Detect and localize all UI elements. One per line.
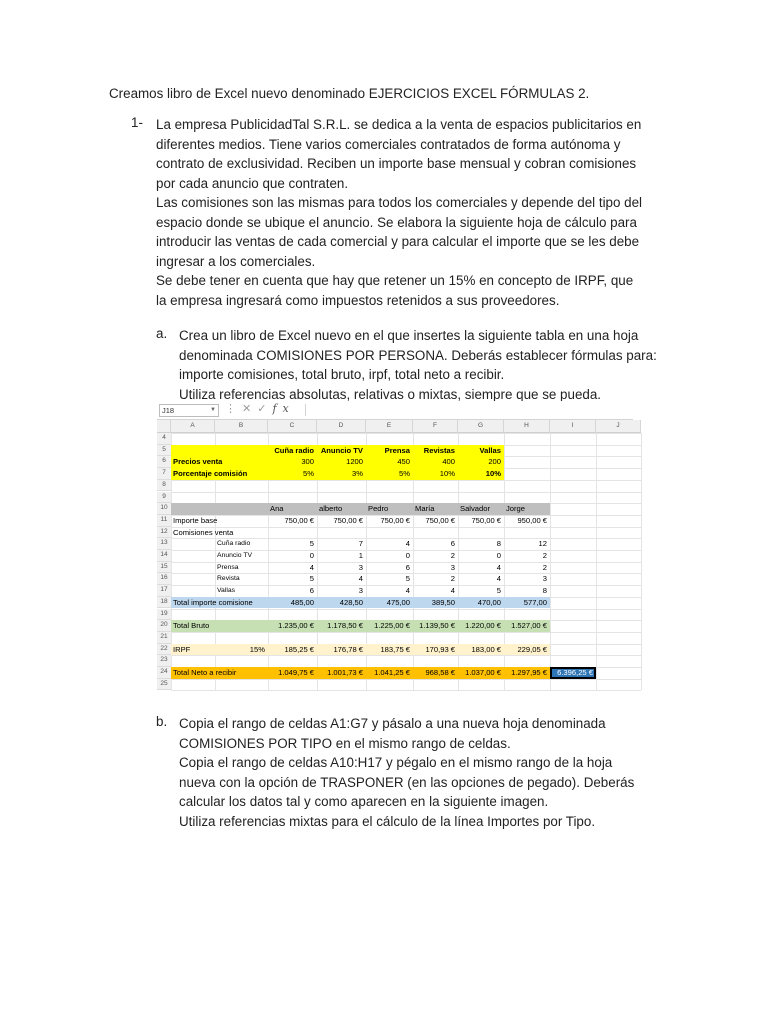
tipo-value-cell[interactable]: 3 xyxy=(358,586,363,596)
total-comision-cell[interactable]: 577,00 xyxy=(523,597,547,607)
porcentaje-cell[interactable]: 10% xyxy=(485,469,501,479)
tipo-value-cell[interactable]: 3 xyxy=(542,574,547,584)
precio-cell[interactable]: 450 xyxy=(397,457,410,467)
irpf-cell[interactable]: 170,93 € xyxy=(425,644,455,654)
item-a-line: importe comisiones, total bruto, irpf, total neto a recibir. xyxy=(179,367,505,382)
item-1-line: introducir las ventas de cada comercial y para calcular el importe que se les debe xyxy=(156,234,640,249)
gridline xyxy=(596,433,597,690)
tipo-value-cell[interactable]: 3 xyxy=(450,562,455,572)
item-a-paragraph xyxy=(179,326,658,404)
gridline xyxy=(171,433,641,434)
person-header[interactable]: Salvador xyxy=(460,504,490,514)
column-header[interactable]: F xyxy=(413,420,458,433)
importe-base-cell[interactable]: 750,00 € xyxy=(380,515,410,525)
tipo-value-cell[interactable]: 4 xyxy=(496,574,501,584)
gridline xyxy=(550,433,551,690)
column-header[interactable]: B xyxy=(215,420,268,433)
excel-screenshot xyxy=(157,401,633,695)
tipo-label[interactable]: Prensa xyxy=(217,563,239,571)
importe-base-cell[interactable]: 750,00 € xyxy=(425,515,455,525)
person-header[interactable]: alberto xyxy=(319,504,343,514)
tipo-value-cell[interactable]: 6 xyxy=(405,562,410,572)
tipo-value-cell[interactable]: 4 xyxy=(405,586,410,596)
row-header[interactable]: 11 xyxy=(157,515,172,527)
gridline xyxy=(171,480,641,481)
intro-text: Creamos libro de Excel nuevo denominado EJERCICIOS EXCEL FÓRMULAS 2. xyxy=(109,86,590,101)
importe-base-cell[interactable]: 750,00 € xyxy=(471,515,501,525)
formula-bar xyxy=(157,401,633,420)
price-header[interactable]: Prensa xyxy=(384,445,410,455)
item-a-line: Crea un libro de Excel nuevo en el que insertes la siguiente tabla en una hoja xyxy=(179,328,639,343)
tipo-value-cell[interactable]: 0 xyxy=(496,551,501,560)
price-header[interactable]: Vallas xyxy=(479,445,501,455)
importe-base-label[interactable]: Importe base xyxy=(173,515,218,525)
close-icon: ✕ xyxy=(242,403,258,415)
neto-total-cell[interactable]: 6.396,25 € xyxy=(557,668,593,677)
gridline xyxy=(171,609,641,610)
tipo-value-cell[interactable]: 4 xyxy=(496,562,501,572)
item-b-line: Utiliza referencias mixtas para el cálculo de la línea Importes por Tipo. xyxy=(179,813,596,829)
total-comision-cell[interactable]: 475,00 xyxy=(386,597,410,607)
tipo-value-cell[interactable]: 5 xyxy=(405,574,410,584)
price-header[interactable]: Revistas xyxy=(423,445,455,455)
item-a-line: denominada COMISIONES POR PERSONA. Deberás establecer fórmulas para: xyxy=(179,347,657,363)
column-header[interactable]: G xyxy=(458,420,504,433)
row-header[interactable]: 5 xyxy=(157,445,172,457)
item-b-line: calcular los datos tal y como aparecen en la siguiente imagen. xyxy=(179,794,549,809)
total-bruto-cell[interactable]: 1.235,00 € xyxy=(278,621,314,631)
tipo-value-cell[interactable]: 2 xyxy=(450,574,455,584)
total-bruto-cell[interactable]: 1.139,50 € xyxy=(419,621,455,631)
row-header[interactable]: 24 xyxy=(157,667,172,679)
irpf-cell[interactable]: 229,05 € xyxy=(517,644,547,654)
tipo-value-cell[interactable]: 6 xyxy=(309,586,314,596)
neto-cell[interactable]: 1.041,25 € xyxy=(374,668,410,677)
importe-base-cell[interactable]: 750,00 € xyxy=(333,515,363,525)
person-header[interactable]: Jorge xyxy=(506,504,525,514)
item-1-line: diferentes medios. Tiene varios comerciales contratados de forma autónoma y xyxy=(156,136,621,152)
chevron-down-icon: ▼ xyxy=(210,407,216,413)
tipo-value-cell[interactable]: 0 xyxy=(405,551,410,560)
precios-label[interactable]: Precios venta xyxy=(173,457,223,467)
precio-cell[interactable]: 400 xyxy=(442,457,455,467)
comisiones-label[interactable]: Comisiones venta xyxy=(173,527,234,537)
total-bruto-cell[interactable]: 1.178,50 € xyxy=(327,621,363,631)
item-b-line: COMISIONES POR TIPO en el mismo rango de celdas. xyxy=(179,735,511,751)
gridline xyxy=(171,632,641,633)
irpf-label[interactable]: IRPF xyxy=(173,644,191,654)
tipo-value-cell[interactable]: 4 xyxy=(405,539,410,549)
person-header[interactable]: Pedro xyxy=(368,504,389,514)
neto-cell[interactable]: 1.049,75 € xyxy=(278,668,314,677)
precio-cell[interactable]: 300 xyxy=(301,457,314,467)
neto-cell[interactable]: 1.297,95 € xyxy=(511,668,547,677)
tipo-value-cell[interactable]: 5 xyxy=(496,586,501,596)
gridline xyxy=(641,433,642,690)
tipo-value-cell[interactable]: 2 xyxy=(542,562,547,572)
total-comision-cell[interactable]: 470,00 xyxy=(477,597,501,607)
formula-icons xyxy=(225,402,295,415)
item-a-line: Utiliza referencias absolutas, relativas o mixtas, siempre que se pueda. xyxy=(179,386,602,402)
name-box-value: J18 xyxy=(162,406,175,415)
irpf-cell[interactable]: 183,00 € xyxy=(471,644,501,654)
tipo-value-cell[interactable]: 4 xyxy=(450,586,455,596)
item-1-line: la empresa ingresará como impuestos retenidos a sus proveedores. xyxy=(156,292,560,308)
tipo-value-cell[interactable]: 8 xyxy=(542,586,547,596)
item-1-line: La empresa PublicidadTal S.R.L. se dedica a la venta de espacios publicitarios en xyxy=(156,117,642,132)
item-1-line: Las comisiones son las mismas para todos los comerciales y depende del tipo del xyxy=(156,195,643,210)
row-header[interactable]: 14 xyxy=(157,550,172,562)
tipo-value-cell[interactable]: 7 xyxy=(358,539,363,549)
column-header[interactable]: J xyxy=(596,420,641,433)
check-icon: ✓ xyxy=(257,403,273,415)
row-header[interactable]: 21 xyxy=(157,632,172,644)
item-1-line: por cada anuncio que contraten. xyxy=(156,175,349,191)
row-header[interactable]: 23 xyxy=(157,655,172,667)
row-header[interactable]: 15 xyxy=(157,562,172,574)
irpf-cell[interactable]: 183,75 € xyxy=(380,644,410,654)
row-header[interactable]: 19 xyxy=(157,609,172,621)
importe-base-cell[interactable]: 750,00 € xyxy=(284,515,314,525)
person-header[interactable]: María xyxy=(415,504,435,514)
column-header[interactable]: I xyxy=(550,420,596,433)
select-all-corner[interactable] xyxy=(157,420,171,433)
column-header[interactable]: E xyxy=(366,420,413,433)
tipo-value-cell[interactable]: 2 xyxy=(542,551,547,560)
total-bruto-cell[interactable]: 1.527,00 € xyxy=(511,621,547,631)
tipo-label[interactable]: Cuña radio xyxy=(217,540,251,548)
gridline xyxy=(171,679,641,680)
item-1-number: 1- xyxy=(131,115,143,130)
precio-cell[interactable]: 1200 xyxy=(346,457,363,467)
column-header[interactable]: A xyxy=(171,420,215,433)
item-b-paragraph xyxy=(179,714,658,831)
item-1-line: ingresar a los comerciales. xyxy=(156,253,316,269)
tipo-value-cell[interactable]: 3 xyxy=(358,562,363,572)
gridline xyxy=(171,655,641,656)
column-header[interactable]: D xyxy=(317,420,366,433)
row-header[interactable]: 7 xyxy=(157,468,172,480)
tipo-label[interactable]: Anuncio TV xyxy=(217,552,253,559)
row-header[interactable]: 13 xyxy=(157,538,172,550)
tipo-value-cell[interactable]: 8 xyxy=(496,539,501,549)
item-1-line: Se debe tener en cuenta que hay que retener un 15% en concepto de IRPF, que xyxy=(156,273,634,288)
item-1-line: espacio donde se ubique el anuncio. Se elabora la siguiente hoja de cálculo para xyxy=(156,214,637,230)
tipo-label[interactable]: Revista xyxy=(217,575,240,583)
irpf-percent-cell[interactable]: 15% xyxy=(249,644,265,654)
item-1-paragraph xyxy=(156,115,658,310)
porcentaje-cell[interactable]: 3% xyxy=(352,469,363,479)
gridline xyxy=(171,492,641,493)
porcentaje-cell[interactable]: 10% xyxy=(439,469,455,479)
item-b-line: Copia el rango de celdas A10:H17 y pégalo en el mismo rango de la hoja xyxy=(179,755,613,770)
price-header[interactable]: Anuncio TV xyxy=(320,445,363,455)
name-box xyxy=(159,404,219,417)
item-b-label: b. xyxy=(156,714,168,729)
row-header[interactable]: 8 xyxy=(157,480,172,492)
tipo-value-cell[interactable]: 12 xyxy=(538,539,547,549)
column-header[interactable]: H xyxy=(504,420,550,433)
total-comision-cell[interactable]: 485,00 xyxy=(290,597,314,607)
tipo-value-cell[interactable]: 4 xyxy=(309,562,314,572)
fx-icon: fx xyxy=(272,402,295,415)
formula-input xyxy=(305,404,632,416)
total-comision-cell[interactable]: 428,50 xyxy=(339,597,363,607)
row-header[interactable]: 20 xyxy=(157,620,172,632)
item-b-line: nueva con la opción de TRASPONER (en las opciones de pegado). Deberás xyxy=(179,774,635,790)
row-header[interactable]: 18 xyxy=(157,597,172,609)
item-1-line: contrato de exclusividad. Reciben un importe base mensual y cobran comisiones xyxy=(156,156,637,171)
total-bruto-cell[interactable]: 1.225,00 € xyxy=(374,621,410,631)
row-header[interactable]: 22 xyxy=(157,644,172,656)
total-comision-label[interactable]: Total importe comisione xyxy=(173,597,253,607)
total-bruto-cell[interactable]: 1.220,00 € xyxy=(465,621,501,631)
row-header[interactable]: 12 xyxy=(157,527,172,539)
total-comision-cell[interactable]: 389,50 xyxy=(431,597,455,607)
more-icon: ⋮ xyxy=(225,403,242,415)
tipo-value-cell[interactable]: 5 xyxy=(309,539,314,549)
total-bruto-label[interactable]: Total Bruto xyxy=(173,621,210,631)
tipo-label[interactable]: Vallas xyxy=(217,587,236,595)
item-b-line: Copia el rango de celdas A1:G7 y pásalo a una nueva hoja denominada xyxy=(179,716,606,731)
tipo-value-cell[interactable]: 4 xyxy=(358,574,363,584)
row-header[interactable]: 9 xyxy=(157,492,172,504)
row-header[interactable]: 4 xyxy=(157,433,172,445)
neto-cell[interactable]: 968,58 € xyxy=(425,668,455,677)
row-header[interactable]: 6 xyxy=(157,456,172,468)
column-header[interactable]: C xyxy=(268,420,317,433)
tipo-value-cell[interactable]: 0 xyxy=(309,551,314,560)
row-header[interactable]: 17 xyxy=(157,585,172,597)
importe-base-cell[interactable]: 950,00 € xyxy=(517,515,547,525)
neto-cell[interactable]: 1.037,00 € xyxy=(465,668,501,677)
row-header[interactable]: 10 xyxy=(157,503,172,515)
porcentaje-cell[interactable]: 5% xyxy=(303,469,314,479)
tipo-value-cell[interactable]: 5 xyxy=(309,574,314,584)
row-header[interactable]: 16 xyxy=(157,573,172,585)
neto-cell[interactable]: 1.001,73 € xyxy=(327,668,363,677)
tipo-value-cell[interactable]: 6 xyxy=(450,539,455,549)
porcentaje-cell[interactable]: 5% xyxy=(399,469,410,479)
irpf-cell[interactable]: 185,25 € xyxy=(284,644,314,654)
price-header[interactable]: Cuña radio xyxy=(274,445,314,455)
row-header[interactable]: 25 xyxy=(157,679,172,691)
gridline xyxy=(171,690,641,691)
neto-label[interactable]: Total Neto a recibir xyxy=(173,668,237,677)
item-a-label: a. xyxy=(156,326,168,341)
porcentaje-label[interactable]: Porcentaje comisión xyxy=(173,469,248,479)
precio-cell[interactable]: 200 xyxy=(488,457,501,467)
tipo-value-cell[interactable]: 2 xyxy=(450,551,455,560)
irpf-cell[interactable]: 176,78 € xyxy=(333,644,363,654)
tipo-value-cell[interactable]: 1 xyxy=(358,551,363,560)
person-header[interactable]: Ana xyxy=(270,504,284,514)
